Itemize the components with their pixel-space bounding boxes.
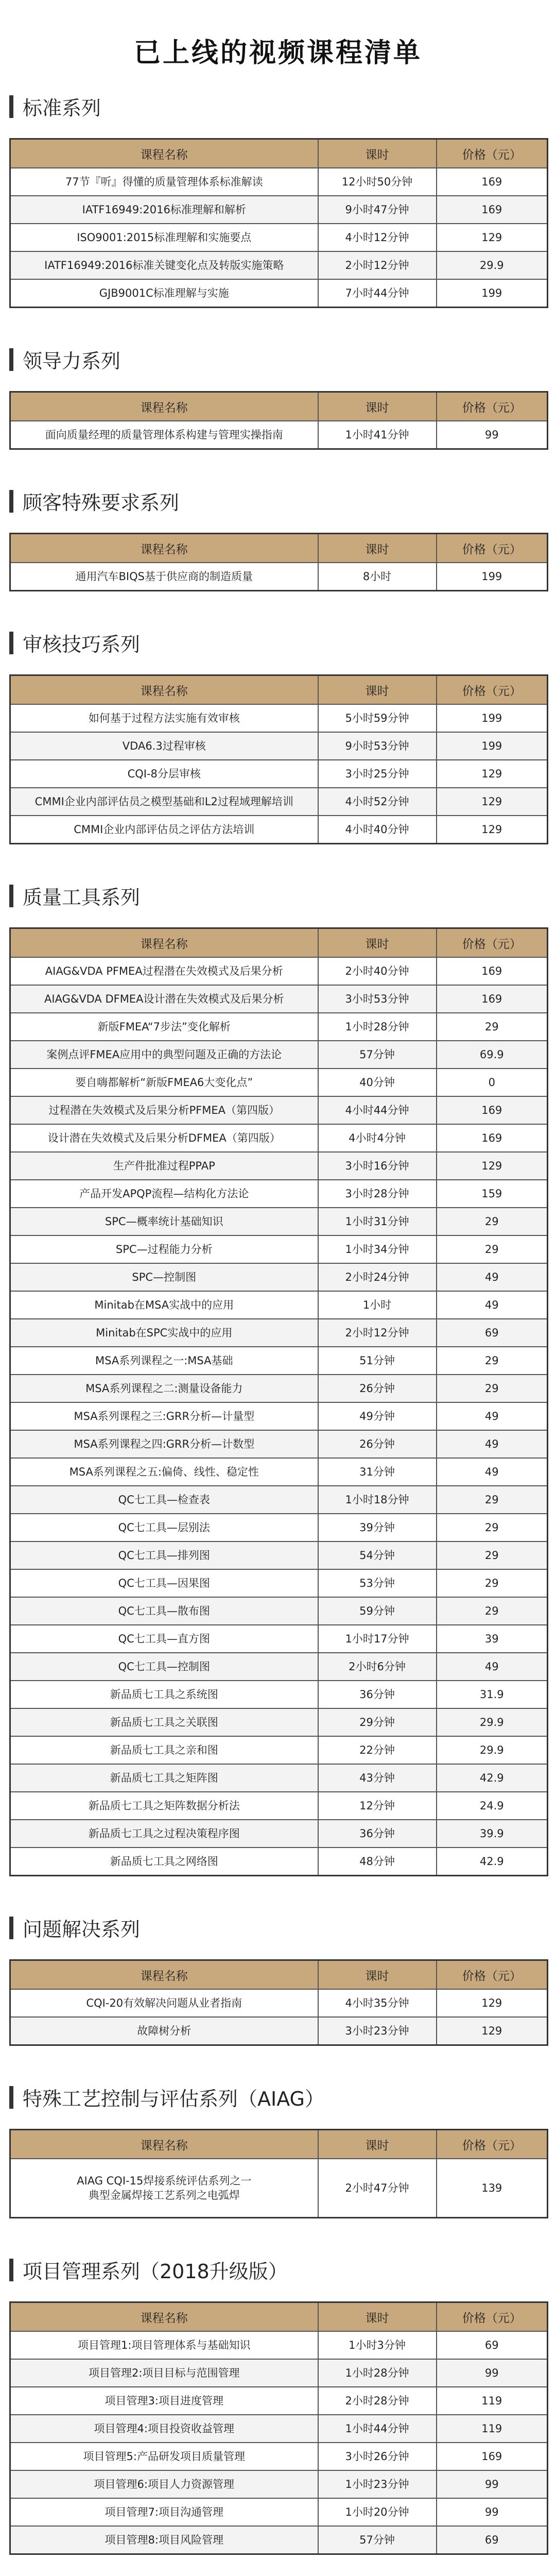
- table-row: [10, 1291, 548, 1319]
- course-price-cell: 99: [437, 2470, 548, 2498]
- course-price-cell: 169: [437, 1096, 548, 1124]
- course-table: [9, 2129, 548, 2218]
- course-price-cell: 49: [437, 1430, 548, 1458]
- course-name-cell: QC七工具—直方图: [10, 1625, 318, 1653]
- course-name-cell: 过程潜在失效模式及后果分析PFMEA（第四版）: [10, 1096, 318, 1124]
- column-header-hours: 课时: [318, 2302, 437, 2332]
- course-price-cell: 129: [437, 1989, 548, 2017]
- table-row: [10, 1989, 548, 2017]
- course-hours-cell: 36分钟: [318, 1820, 437, 1848]
- course-hours-cell: 3小时25分钟: [318, 760, 437, 788]
- table-row: [10, 168, 548, 196]
- course-hours-cell: 1小时28分钟: [318, 2359, 437, 2387]
- course-hours-cell: 5小时59分钟: [318, 704, 437, 732]
- course-price-cell: 69: [437, 1319, 548, 1347]
- course-hours-cell: 9小时53分钟: [318, 732, 437, 760]
- course-price-cell: 29: [437, 1013, 548, 1041]
- course-name-cell: 项目管理2:项目目标与范围管理: [10, 2359, 318, 2387]
- course-name-cell: MSA系列课程之五:偏倚、线性、稳定性: [10, 1458, 318, 1486]
- course-name-cell: VDA6.3过程审核: [10, 732, 318, 760]
- column-header-price: 价格（元）: [437, 139, 548, 168]
- course-price-cell: 199: [437, 279, 548, 308]
- course-price-cell: 39: [437, 1625, 548, 1653]
- table-row: [10, 2470, 548, 2498]
- course-name-cell: QC七工具—排列图: [10, 1541, 318, 1569]
- course-price-cell: 29: [437, 1375, 548, 1402]
- course-hours-cell: 3小时53分钟: [318, 985, 437, 1013]
- course-name-cell: 设计潜在失效模式及后果分析DFMEA（第四版）: [10, 1124, 318, 1152]
- course-price-cell: 199: [437, 563, 548, 591]
- table-row: [10, 2359, 548, 2387]
- course-name-cell: MSA系列课程之一:MSA基础: [10, 1347, 318, 1375]
- course-name-cell: ISO9001:2015标准理解和实施要点: [10, 224, 318, 251]
- course-price-cell: 29.9: [437, 1708, 548, 1736]
- section-title: 项目管理系列（2018升级版）: [23, 2260, 288, 2283]
- column-header-price: 价格（元）: [437, 2130, 548, 2159]
- table-row: [10, 1514, 548, 1541]
- table-row: [10, 1458, 548, 1486]
- course-table: [9, 138, 548, 308]
- course-hours-cell: 7小时44分钟: [318, 279, 437, 308]
- course-name-cell: 要自嗨都解析“新版FMEA6大变化点”: [10, 1069, 318, 1096]
- table-row: [10, 1597, 548, 1625]
- course-hours-cell: 57分钟: [318, 1041, 437, 1069]
- table-row: [10, 2387, 548, 2415]
- course-hours-cell: 1小时41分钟: [318, 421, 437, 449]
- course-name-cell: 新品质七工具之关联图: [10, 1708, 318, 1736]
- column-header-price: 价格（元）: [437, 392, 548, 421]
- course-name-cell: MSA系列课程之二:测量设备能力: [10, 1375, 318, 1402]
- column-header-name: 课程名称: [10, 2130, 318, 2159]
- course-table: [9, 674, 548, 844]
- course-price-cell: 29: [437, 1486, 548, 1514]
- section-accent-bar: [9, 490, 13, 513]
- table-row: [10, 1096, 548, 1124]
- table-row: [10, 1235, 548, 1263]
- course-hours-cell: 3小时28分钟: [318, 1180, 437, 1208]
- section-accent-bar: [9, 885, 13, 907]
- course-price-cell: 169: [437, 168, 548, 196]
- course-hours-cell: 8小时: [318, 563, 437, 591]
- table-header-row: [10, 139, 548, 168]
- column-header-name: 课程名称: [10, 1960, 318, 1990]
- course-price-cell: 29: [437, 1569, 548, 1597]
- section-title: 标准系列: [23, 97, 101, 120]
- course-hours-cell: 22分钟: [318, 1736, 437, 1764]
- course-price-cell: 129: [437, 224, 548, 251]
- course-name-cell: 77节『听』得懂的质量管理体系标准解读: [10, 168, 318, 196]
- course-price-cell: 169: [437, 985, 548, 1013]
- course-name-cell: 新品质七工具之亲和图: [10, 1736, 318, 1764]
- course-price-cell: 99: [437, 421, 548, 449]
- course-name-cell: CMMI企业内部评估员之评估方法培训: [10, 816, 318, 844]
- course-hours-cell: 2小时40分钟: [318, 957, 437, 985]
- course-name-cell: MSA系列课程之三:GRR分析—计量型: [10, 1402, 318, 1430]
- course-name-cell: CQI-20有效解决问题从业者指南: [10, 1989, 318, 2017]
- course-hours-cell: 29分钟: [318, 1708, 437, 1736]
- column-header-name: 课程名称: [10, 928, 318, 958]
- section-title: 顾客特殊要求系列: [23, 492, 180, 514]
- course-hours-cell: 1小时17分钟: [318, 1625, 437, 1653]
- column-header-name: 课程名称: [10, 534, 318, 563]
- table-row: [10, 1041, 548, 1069]
- table-header-row: [10, 392, 548, 421]
- table-row: [10, 2415, 548, 2443]
- section-header: [9, 487, 547, 515]
- table-row: [10, 1820, 548, 1848]
- course-price-cell: 29.9: [437, 251, 548, 279]
- course-price-cell: 24.9: [437, 1792, 548, 1820]
- section-accent-bar: [9, 2259, 13, 2281]
- course-price-cell: 129: [437, 2017, 548, 2045]
- course-price-cell: 49: [437, 1458, 548, 1486]
- course-price-cell: 129: [437, 1152, 548, 1180]
- course-price-cell: 0: [437, 1069, 548, 1096]
- course-hours-cell: 4小时35分钟: [318, 1989, 437, 2017]
- course-hours-cell: 26分钟: [318, 1375, 437, 1402]
- course-name-cell: CQI-8分层审核: [10, 760, 318, 788]
- course-name-cell: 项目管理5:产品研发项目质量管理: [10, 2443, 318, 2470]
- column-header-price: 价格（元）: [437, 2302, 548, 2332]
- course-hours-cell: 36分钟: [318, 1681, 437, 1708]
- course-price-cell: 169: [437, 957, 548, 985]
- table-row: [10, 1541, 548, 1569]
- course-price-cell: 139: [437, 2159, 548, 2218]
- course-hours-cell: 40分钟: [318, 1069, 437, 1096]
- table-row: [10, 1653, 548, 1681]
- course-hours-cell: 4小时44分钟: [318, 1096, 437, 1124]
- course-hours-cell: 1小时28分钟: [318, 1013, 437, 1041]
- table-row: [10, 985, 548, 1013]
- table-row: [10, 1792, 548, 1820]
- column-header-hours: 课时: [318, 675, 437, 705]
- course-price-cell: 99: [437, 2359, 548, 2387]
- course-price-cell: 199: [437, 704, 548, 732]
- table-row: [10, 1708, 548, 1736]
- course-hours-cell: 2小时28分钟: [318, 2387, 437, 2415]
- table-row: [10, 1486, 548, 1514]
- column-header-hours: 课时: [318, 139, 437, 168]
- course-price-cell: 29.9: [437, 1736, 548, 1764]
- course-price-cell: 29: [437, 1514, 548, 1541]
- course-hours-cell: 4小时40分钟: [318, 816, 437, 844]
- table-row: [10, 1013, 548, 1041]
- course-name-cell: 新版FMEA“7步法”变化解析: [10, 1013, 318, 1041]
- table-row: [10, 1681, 548, 1708]
- course-hours-cell: 4小时52分钟: [318, 788, 437, 816]
- table-row: [10, 1764, 548, 1792]
- course-name-cell: SPC—过程能力分析: [10, 1235, 318, 1263]
- section-header: [9, 629, 547, 657]
- section-title: 领导力系列: [23, 350, 121, 372]
- table-row: [10, 2017, 548, 2045]
- section-header: [9, 2083, 547, 2111]
- section-accent-bar: [9, 95, 13, 118]
- course-name-cell: 项目管理6:项目人力资源管理: [10, 2470, 318, 2498]
- course-hours-cell: 1小时34分钟: [318, 1235, 437, 1263]
- table-row: [10, 1180, 548, 1208]
- table-header-row: [10, 675, 548, 705]
- table-row: [10, 760, 548, 788]
- table-row: [10, 2159, 548, 2218]
- course-table: [9, 927, 548, 1876]
- course-name-cell: 项目管理8:项目风险管理: [10, 2526, 318, 2554]
- course-hours-cell: 48分钟: [318, 1848, 437, 1876]
- table-row: [10, 1208, 548, 1235]
- course-price-cell: 49: [437, 1653, 548, 1681]
- course-name-cell: 新品质七工具之系统图: [10, 1681, 318, 1708]
- table-row: [10, 816, 548, 844]
- course-price-cell: 31.9: [437, 1681, 548, 1708]
- table-row: [10, 2526, 548, 2554]
- table-header-row: [10, 1960, 548, 1990]
- section-header: [9, 345, 547, 374]
- course-hours-cell: 3小时26分钟: [318, 2443, 437, 2470]
- table-row: [10, 704, 548, 732]
- course-section: [9, 487, 547, 591]
- table-row: [10, 2443, 548, 2470]
- course-name-cell: SPC—概率统计基础知识: [10, 1208, 318, 1235]
- course-name-cell: 新品质七工具之矩阵数据分析法: [10, 1792, 318, 1820]
- course-name-cell: IATF16949:2016标准关键变化点及转版实施策略: [10, 251, 318, 279]
- table-row: [10, 788, 548, 816]
- course-price-cell: 49: [437, 1263, 548, 1291]
- course-hours-cell: 2小时12分钟: [318, 1319, 437, 1347]
- course-hours-cell: 4小时12分钟: [318, 224, 437, 251]
- course-price-cell: 169: [437, 196, 548, 224]
- course-hours-cell: 9小时47分钟: [318, 196, 437, 224]
- course-hours-cell: 43分钟: [318, 1764, 437, 1792]
- table-row: [10, 732, 548, 760]
- course-name-cell: 项目管理7:项目沟通管理: [10, 2498, 318, 2526]
- course-hours-cell: 39分钟: [318, 1514, 437, 1541]
- table-row: [10, 1848, 548, 1876]
- course-hours-cell: 3小时16分钟: [318, 1152, 437, 1180]
- sections-container: [9, 92, 547, 2576]
- course-name-cell: 生产件批准过程PPAP: [10, 1152, 318, 1180]
- table-row: [10, 1375, 548, 1402]
- course-name-cell: AIAG&VDA PFMEA过程潜在失效模式及后果分析: [10, 957, 318, 985]
- section-title: 特殊工艺控制与评估系列（AIAG）: [23, 2088, 324, 2110]
- course-price-cell: 39.9: [437, 1820, 548, 1848]
- course-table: [9, 391, 548, 450]
- course-name-cell: QC七工具—控制图: [10, 1653, 318, 1681]
- table-row: [10, 251, 548, 279]
- course-name-cell: QC七工具—检查表: [10, 1486, 318, 1514]
- course-hours-cell: 1小时18分钟: [318, 1486, 437, 1514]
- course-hours-cell: 2小时6分钟: [318, 1653, 437, 1681]
- course-section: [9, 1913, 547, 2046]
- course-hours-cell: 57分钟: [318, 2526, 437, 2554]
- course-hours-cell: 2小时24分钟: [318, 1263, 437, 1291]
- course-name-cell: QC七工具—层别法: [10, 1514, 318, 1541]
- course-hours-cell: 26分钟: [318, 1430, 437, 1458]
- course-hours-cell: 53分钟: [318, 1569, 437, 1597]
- table-row: [10, 1152, 548, 1180]
- table-row: [10, 957, 548, 985]
- column-header-price: 价格（元）: [437, 1960, 548, 1990]
- course-name-cell: 项目管理3:项目进度管理: [10, 2387, 318, 2415]
- table-row: [10, 2331, 548, 2359]
- course-hours-cell: 31分钟: [318, 1458, 437, 1486]
- column-header-price: 价格（元）: [437, 534, 548, 563]
- table-row: [10, 1430, 548, 1458]
- course-hours-cell: 2小时47分钟: [318, 2159, 437, 2218]
- table-header-row: [10, 2130, 548, 2159]
- course-name-cell: 案例点评FMEA应用中的典型问题及正确的方法论: [10, 1041, 318, 1069]
- course-price-cell: 29: [437, 1208, 548, 1235]
- table-row: [10, 224, 548, 251]
- course-name-cell: 面向质量经理的质量管理体系构建与管理实操指南: [10, 421, 318, 449]
- course-price-cell: 129: [437, 788, 548, 816]
- column-header-price: 价格（元）: [437, 675, 548, 705]
- course-hours-cell: 12分钟: [318, 1792, 437, 1820]
- course-hours-cell: 12小时50分钟: [318, 168, 437, 196]
- course-name-cell: MSA系列课程之四:GRR分析—计数型: [10, 1430, 318, 1458]
- section-header: [9, 1913, 547, 1942]
- course-section: [9, 2083, 547, 2218]
- column-header-name: 课程名称: [10, 2302, 318, 2332]
- course-price-cell: 42.9: [437, 1848, 548, 1876]
- course-price-cell: 29: [437, 1597, 548, 1625]
- course-price-cell: 129: [437, 760, 548, 788]
- course-name-cell: QC七工具—因果图: [10, 1569, 318, 1597]
- column-header-hours: 课时: [318, 928, 437, 958]
- course-price-cell: 49: [437, 1291, 548, 1319]
- table-row: [10, 1347, 548, 1375]
- course-name-cell: IATF16949:2016标准理解和解析: [10, 196, 318, 224]
- course-section: [9, 882, 547, 1876]
- section-title: 问题解决系列: [23, 1918, 141, 1941]
- course-table: [9, 533, 548, 591]
- course-price-cell: 119: [437, 2387, 548, 2415]
- column-header-hours: 课时: [318, 534, 437, 563]
- table-row: [10, 563, 548, 591]
- course-hours-cell: 1小时20分钟: [318, 2498, 437, 2526]
- course-name-cell: Minitab在MSA实战中的应用: [10, 1291, 318, 1319]
- course-name-cell: AIAG CQI-15焊接系统评估系列之一 典型金属焊接工艺系列之电弧焊: [10, 2159, 318, 2218]
- course-hours-cell: 1小时44分钟: [318, 2415, 437, 2443]
- course-hours-cell: 49分钟: [318, 1402, 437, 1430]
- table-header-row: [10, 534, 548, 563]
- course-name-cell: 故障树分析: [10, 2017, 318, 2045]
- course-price-cell: 129: [437, 816, 548, 844]
- course-price-cell: 199: [437, 732, 548, 760]
- course-name-cell: SPC—控制图: [10, 1263, 318, 1291]
- course-name-cell: Minitab在SPC实战中的应用: [10, 1319, 318, 1347]
- course-name-cell: GJB9001C标准理解与实施: [10, 279, 318, 308]
- column-header-name: 课程名称: [10, 139, 318, 168]
- page-title: 已上线的视频课程清单: [133, 38, 422, 69]
- table-row: [10, 1319, 548, 1347]
- course-price-cell: 169: [437, 2443, 548, 2470]
- course-price-cell: 169: [437, 1124, 548, 1152]
- table-header-row: [10, 928, 548, 958]
- course-table: [9, 1959, 548, 2046]
- section-title: 质量工具系列: [23, 886, 141, 909]
- course-price-cell: 29: [437, 1235, 548, 1263]
- course-price-cell: 69.9: [437, 1041, 548, 1069]
- course-hours-cell: 59分钟: [318, 1597, 437, 1625]
- course-section: [9, 92, 547, 308]
- course-section: [9, 629, 547, 844]
- course-name-cell: 新品质七工具之过程决策程序图: [10, 1820, 318, 1848]
- section-accent-bar: [9, 2086, 13, 2109]
- course-name-cell: 产品开发APQP流程—结构化方法论: [10, 1180, 318, 1208]
- course-price-cell: 42.9: [437, 1764, 548, 1792]
- course-hours-cell: 54分钟: [318, 1541, 437, 1569]
- column-header-hours: 课时: [318, 2130, 437, 2159]
- section-header: [9, 882, 547, 910]
- section-accent-bar: [9, 1917, 13, 1939]
- course-name-cell: CMMI企业内部评估员之模型基础和L2过程域理解培训: [10, 788, 318, 816]
- table-row: [10, 279, 548, 308]
- column-header-name: 课程名称: [10, 675, 318, 705]
- course-hours-cell: 1小时: [318, 1291, 437, 1319]
- course-section: [9, 345, 547, 450]
- course-name-cell: QC七工具—散布图: [10, 1597, 318, 1625]
- course-hours-cell: 1小时3分钟: [318, 2331, 437, 2359]
- table-header-row: [10, 2302, 548, 2332]
- course-name-cell: 如何基于过程方法实施有效审核: [10, 704, 318, 732]
- course-price-cell: 99: [437, 2498, 548, 2526]
- course-name-cell: 项目管理4:项目投资收益管理: [10, 2415, 318, 2443]
- section-accent-bar: [9, 632, 13, 654]
- course-hours-cell: 1小时23分钟: [318, 2470, 437, 2498]
- course-price-cell: 29: [437, 1347, 548, 1375]
- column-header-name: 课程名称: [10, 392, 318, 421]
- table-row: [10, 1402, 548, 1430]
- section-accent-bar: [9, 348, 13, 371]
- course-hours-cell: 4小时4分钟: [318, 1124, 437, 1152]
- table-row: [10, 1569, 548, 1597]
- section-header: [9, 92, 547, 121]
- course-price-cell: 159: [437, 1180, 548, 1208]
- course-price-cell: 69: [437, 2526, 548, 2554]
- course-price-cell: 29: [437, 1541, 548, 1569]
- course-name-cell: 项目管理1:项目管理体系与基础知识: [10, 2331, 318, 2359]
- course-price-cell: 49: [437, 1402, 548, 1430]
- course-name-cell: 新品质七工具之矩阵图: [10, 1764, 318, 1792]
- table-row: [10, 1736, 548, 1764]
- course-hours-cell: 3小时23分钟: [318, 2017, 437, 2045]
- course-price-cell: 119: [437, 2415, 548, 2443]
- column-header-hours: 课时: [318, 1960, 437, 1990]
- course-price-cell: 69: [437, 2331, 548, 2359]
- column-header-hours: 课时: [318, 392, 437, 421]
- table-row: [10, 1263, 548, 1291]
- table-row: [10, 1069, 548, 1096]
- table-row: [10, 2498, 548, 2526]
- table-row: [10, 1124, 548, 1152]
- course-table: [9, 2301, 548, 2555]
- section-header: [9, 2256, 547, 2284]
- table-row: [10, 1625, 548, 1653]
- table-row: [10, 421, 548, 449]
- course-hours-cell: 1小时31分钟: [318, 1208, 437, 1235]
- table-row: [10, 196, 548, 224]
- course-hours-cell: 2小时12分钟: [318, 251, 437, 279]
- course-section: [9, 2256, 547, 2555]
- course-name-cell: 新品质七工具之网络图: [10, 1848, 318, 1876]
- course-hours-cell: 51分钟: [318, 1347, 437, 1375]
- section-title: 审核技巧系列: [23, 633, 141, 656]
- course-name-cell: 通用汽车BIQS基于供应商的制造质量: [10, 563, 318, 591]
- course-name-cell: AIAG&VDA DFMEA设计潜在失效模式及后果分析: [10, 985, 318, 1013]
- column-header-price: 价格（元）: [437, 928, 548, 958]
